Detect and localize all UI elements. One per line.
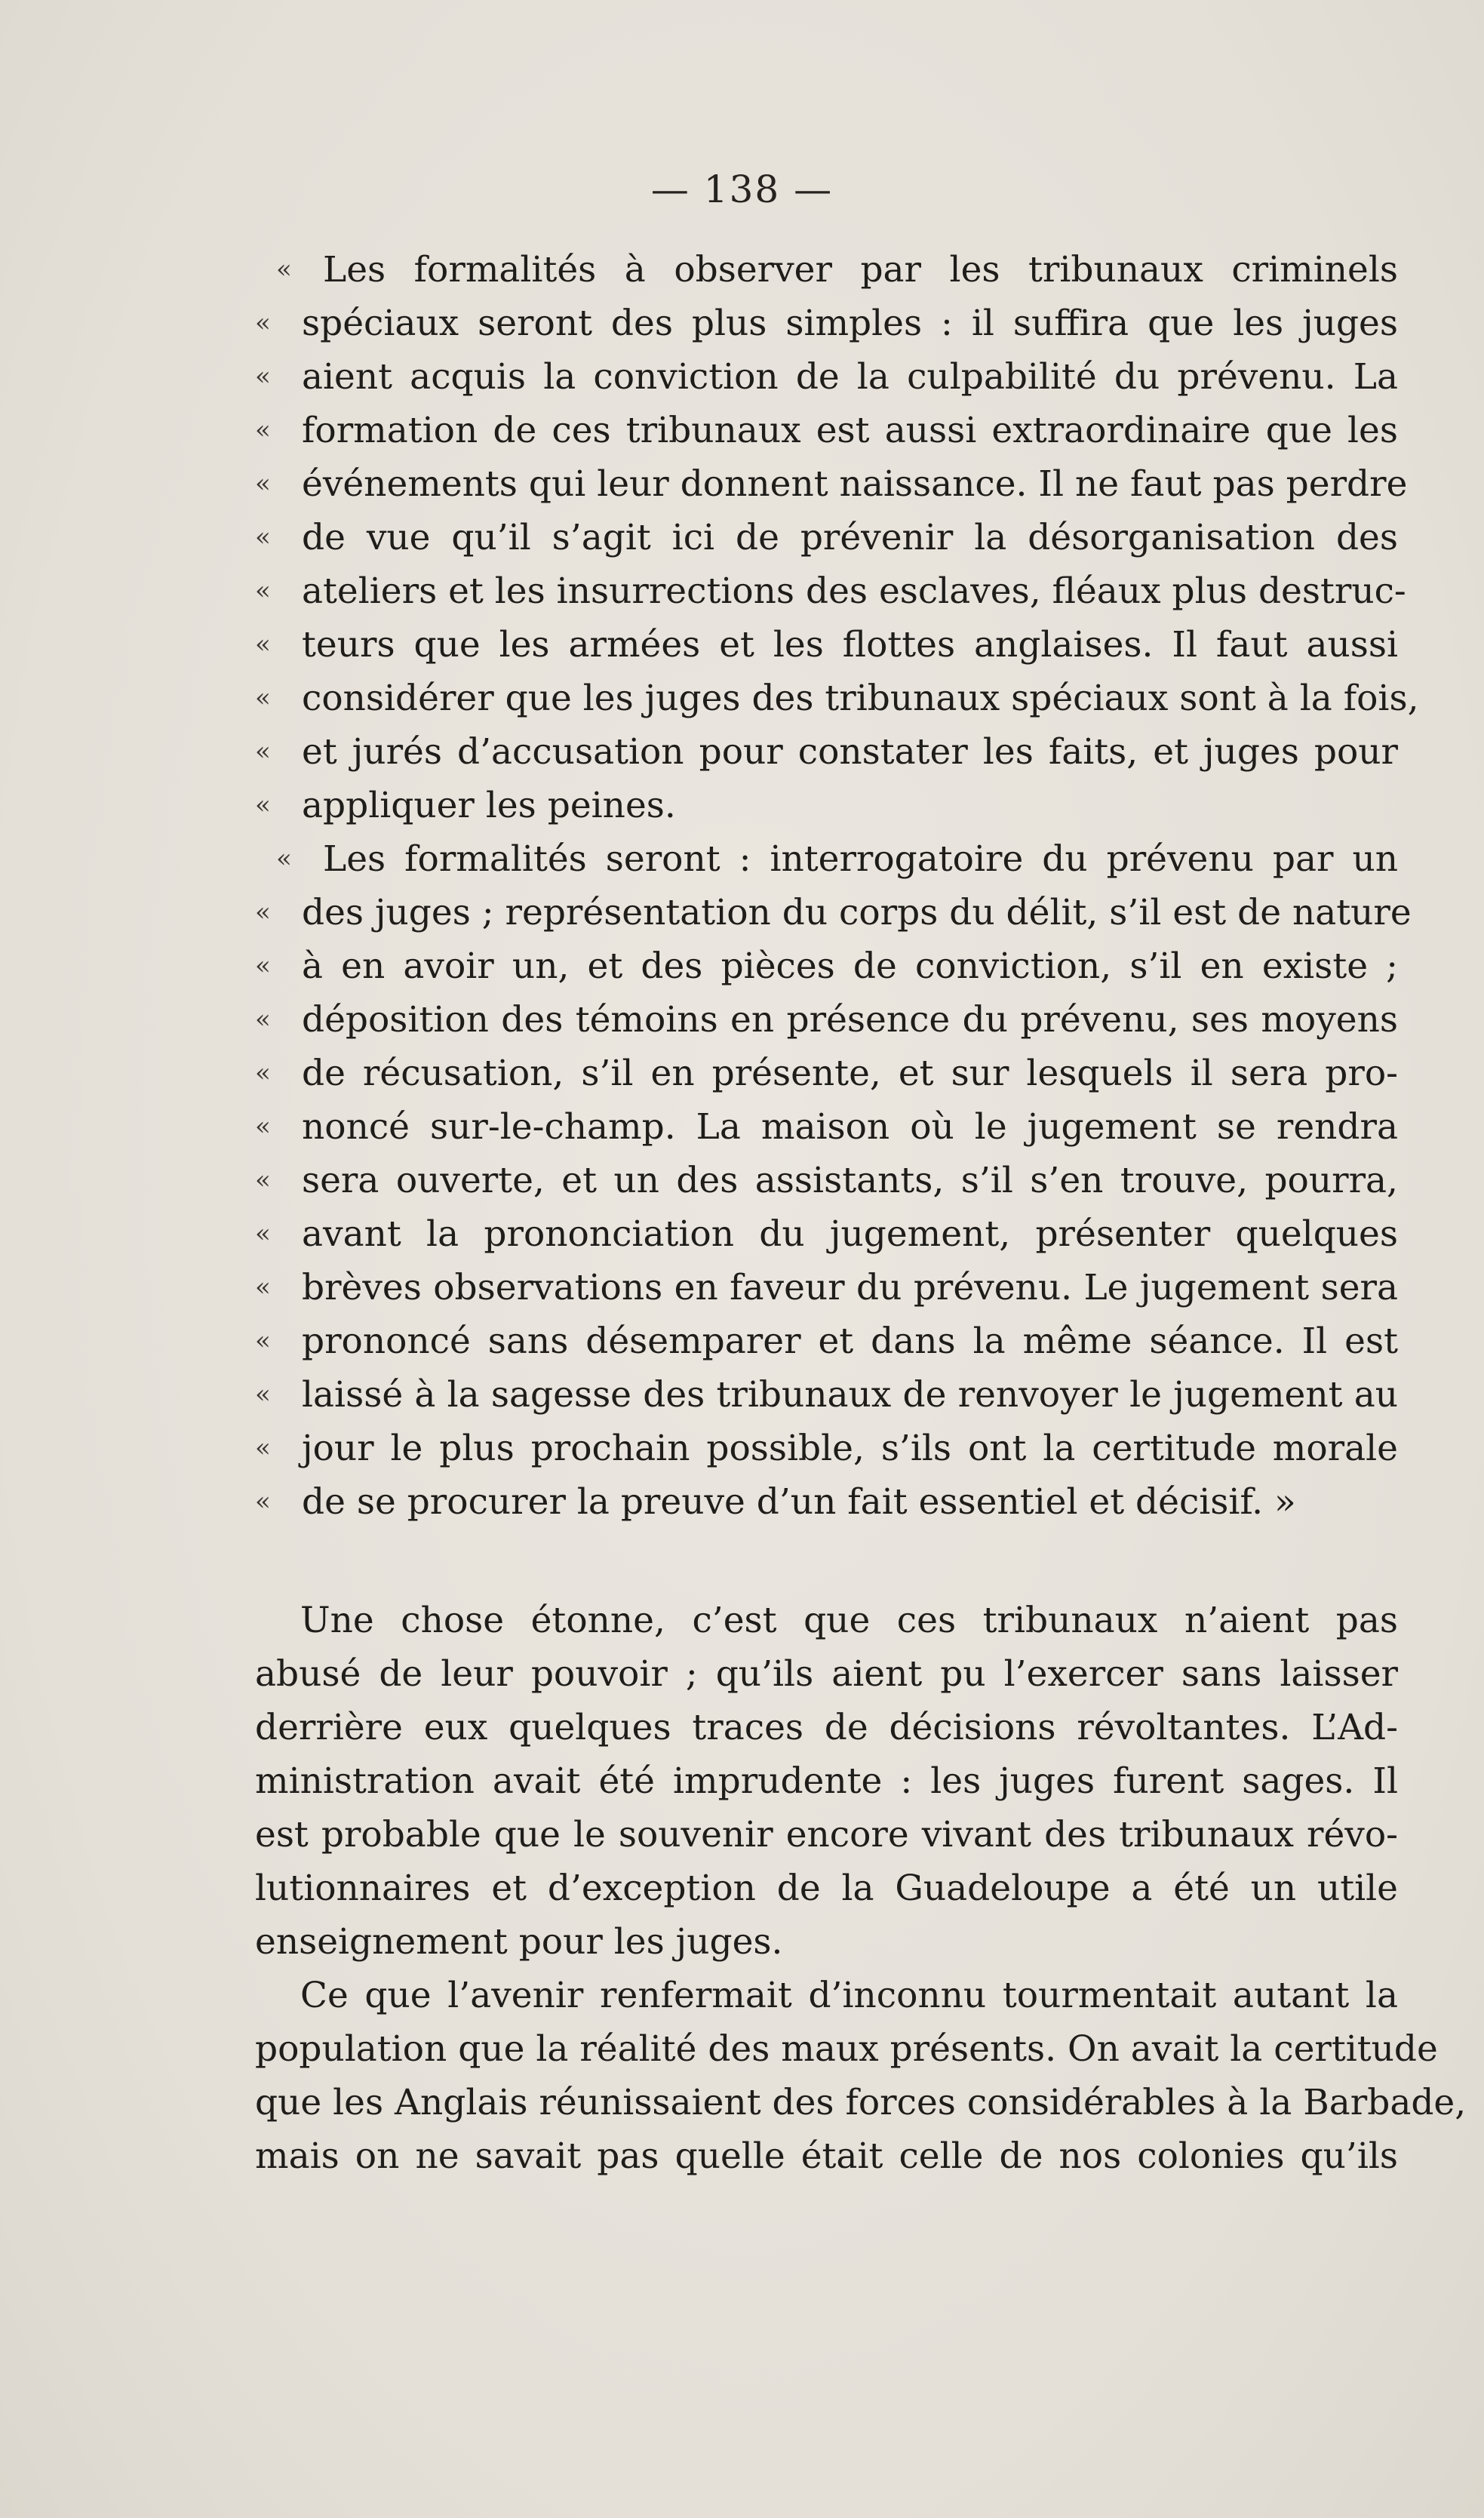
quote-line-text: de se procurer la preuve d’un fait essentiel et décisif. » xyxy=(302,1481,1296,1523)
quote-line xyxy=(255,939,1398,993)
quote-line xyxy=(255,1422,1398,1475)
quoted-passage xyxy=(255,243,1419,1529)
quote-line-text: avant la prononciation du jugement, présenter quelques xyxy=(302,1213,1398,1255)
guillemet-mark: « xyxy=(255,897,271,927)
quote-line xyxy=(255,1368,1398,1422)
quote-line xyxy=(255,1154,1398,1207)
quote-line xyxy=(255,618,1398,672)
quote-line-text: appliquer les peines. xyxy=(302,785,676,826)
guillemet-mark: « xyxy=(255,469,271,499)
body-line: derrière eux quelques traces de décisions révoltantes. L’Ad- xyxy=(255,1707,1398,1748)
quote-line-text: Les formalités seront : interrogatoire du prévenu par un xyxy=(323,838,1398,880)
quote-line-text: et jurés d’accusation pour constater les faits, et juges pour xyxy=(302,731,1398,773)
body-text xyxy=(255,1594,1467,2183)
quote-line xyxy=(255,993,1398,1047)
quote-line-text: noncé sur-le-champ. La maison où le jugement se rendra xyxy=(302,1106,1398,1148)
quote-line-text: Les formalités à observer par les tribunaux criminels xyxy=(323,249,1398,291)
guillemet-mark: « xyxy=(255,1219,271,1249)
guillemet-mark: « xyxy=(255,1272,271,1302)
quote-line-text: teurs que les armées et les flottes anglaises. Il faut aussi xyxy=(302,624,1398,666)
guillemet-mark: « xyxy=(255,308,271,338)
quote-line xyxy=(255,779,1398,832)
guillemet-mark: « xyxy=(255,629,271,659)
quote-line xyxy=(255,886,1412,939)
quote-line xyxy=(255,672,1419,725)
body-line: enseignement pour les juges. xyxy=(255,1921,783,1963)
guillemet-mark: « xyxy=(255,1111,271,1142)
guillemet-mark: « xyxy=(255,1433,271,1463)
guillemet-mark: « xyxy=(255,1058,271,1088)
guillemet-mark: « xyxy=(255,576,271,606)
quote-line-text: jour le plus prochain possible, s’ils ont la certitude morale xyxy=(302,1428,1398,1469)
guillemet-mark: « xyxy=(276,844,292,874)
guillemet-mark: « xyxy=(255,683,271,713)
quote-line-text: laissé à la sagesse des tribunaux de renvoyer le jugement au xyxy=(302,1374,1398,1416)
body-line: population que la réalité des maux présents. On avait la certitude xyxy=(255,2028,1438,2070)
quote-line-text: déposition des témoins en présence du prévenu, ses moyens xyxy=(302,999,1398,1041)
quote-line-text: considérer que les juges des tribunaux spéciaux sont à la fois, xyxy=(302,678,1419,719)
quote-line-text: sera ouverte, et un des assistants, s’il s’en trouve, pourra, xyxy=(302,1160,1398,1201)
body-line: mais on ne savait pas quelle était celle de nos colonies qu’ils xyxy=(255,2135,1398,2177)
guillemet-mark: « xyxy=(255,1004,271,1035)
page-number: — 138 — xyxy=(650,168,834,211)
quote-line xyxy=(255,243,1398,297)
quote-line-text: événements qui leur donnent naissance. Il ne faut pas perdre xyxy=(302,463,1408,505)
body-line: lutionnaires et d’exception de la Guadeloupe a été un utile xyxy=(255,1868,1398,1909)
body-line: abusé de leur pouvoir ; qu’ils aient pu l’exercer sans laisser xyxy=(255,1653,1398,1695)
guillemet-mark: « xyxy=(255,361,271,392)
guillemet-mark: « xyxy=(255,951,271,981)
quote-line xyxy=(255,404,1398,457)
guillemet-mark: « xyxy=(255,1165,271,1195)
quote-line xyxy=(255,1100,1398,1154)
quote-line xyxy=(255,832,1398,886)
quote-line-text: brèves observations en faveur du prévenu. Le jugement sera xyxy=(302,1267,1398,1308)
guillemet-mark: « xyxy=(255,415,271,445)
guillemet-mark: « xyxy=(255,1326,271,1356)
guillemet-mark: « xyxy=(255,736,271,767)
quote-line xyxy=(255,511,1398,564)
body-line: Une chose étonne, c’est que ces tribunaux n’aient pas xyxy=(300,1600,1398,1641)
guillemet-mark: « xyxy=(255,1379,271,1410)
quote-line xyxy=(255,297,1398,350)
guillemet-mark: « xyxy=(255,522,271,552)
quote-line-text: spéciaux seront des plus simples : il suffira que les juges xyxy=(302,303,1398,344)
guillemet-mark: « xyxy=(255,1487,271,1517)
quote-line xyxy=(255,1475,1398,1529)
quote-line xyxy=(255,1047,1398,1100)
quote-line xyxy=(255,1314,1398,1368)
quote-line-text: aient acquis la conviction de la culpabilité du prévenu. La xyxy=(302,356,1398,398)
quote-line xyxy=(255,725,1398,779)
quote-line-text: de récusation, s’il en présente, et sur lesquels il sera pro- xyxy=(302,1053,1398,1094)
quote-line-text: à en avoir un, et des pièces de conviction, s’il en existe ; xyxy=(302,945,1398,987)
body-line: Ce que l’avenir renfermait d’inconnu tourmentait autant la xyxy=(300,1975,1398,2016)
quote-line-text: formation de ces tribunaux est aussi extraordinaire que les xyxy=(302,410,1398,451)
quote-line xyxy=(255,564,1406,618)
body-line: ministration avait été imprudente : les juges furent sages. Il xyxy=(255,1760,1398,1802)
body-line: est probable que le souvenir encore vivant des tribunaux révo- xyxy=(255,1814,1398,1855)
quote-line xyxy=(255,350,1398,404)
quote-line-text: ateliers et les insurrections des esclaves, fléaux plus destruc- xyxy=(302,570,1406,612)
quote-line-text: de vue qu’il s’agit ici de prévenir la désorganisation des xyxy=(302,517,1398,558)
quote-line-text: prononcé sans désemparer et dans la même séance. Il est xyxy=(302,1320,1398,1362)
guillemet-mark: « xyxy=(255,790,271,820)
quote-line xyxy=(255,1261,1398,1314)
body-line: que les Anglais réunissaient des forces considérables à la Barbade, xyxy=(255,2082,1467,2123)
quote-line xyxy=(255,1207,1398,1261)
guillemet-mark: « xyxy=(276,254,292,284)
quote-line xyxy=(255,457,1408,511)
quote-line-text: des juges ; représentation du corps du délit, s’il est de nature xyxy=(302,892,1412,933)
